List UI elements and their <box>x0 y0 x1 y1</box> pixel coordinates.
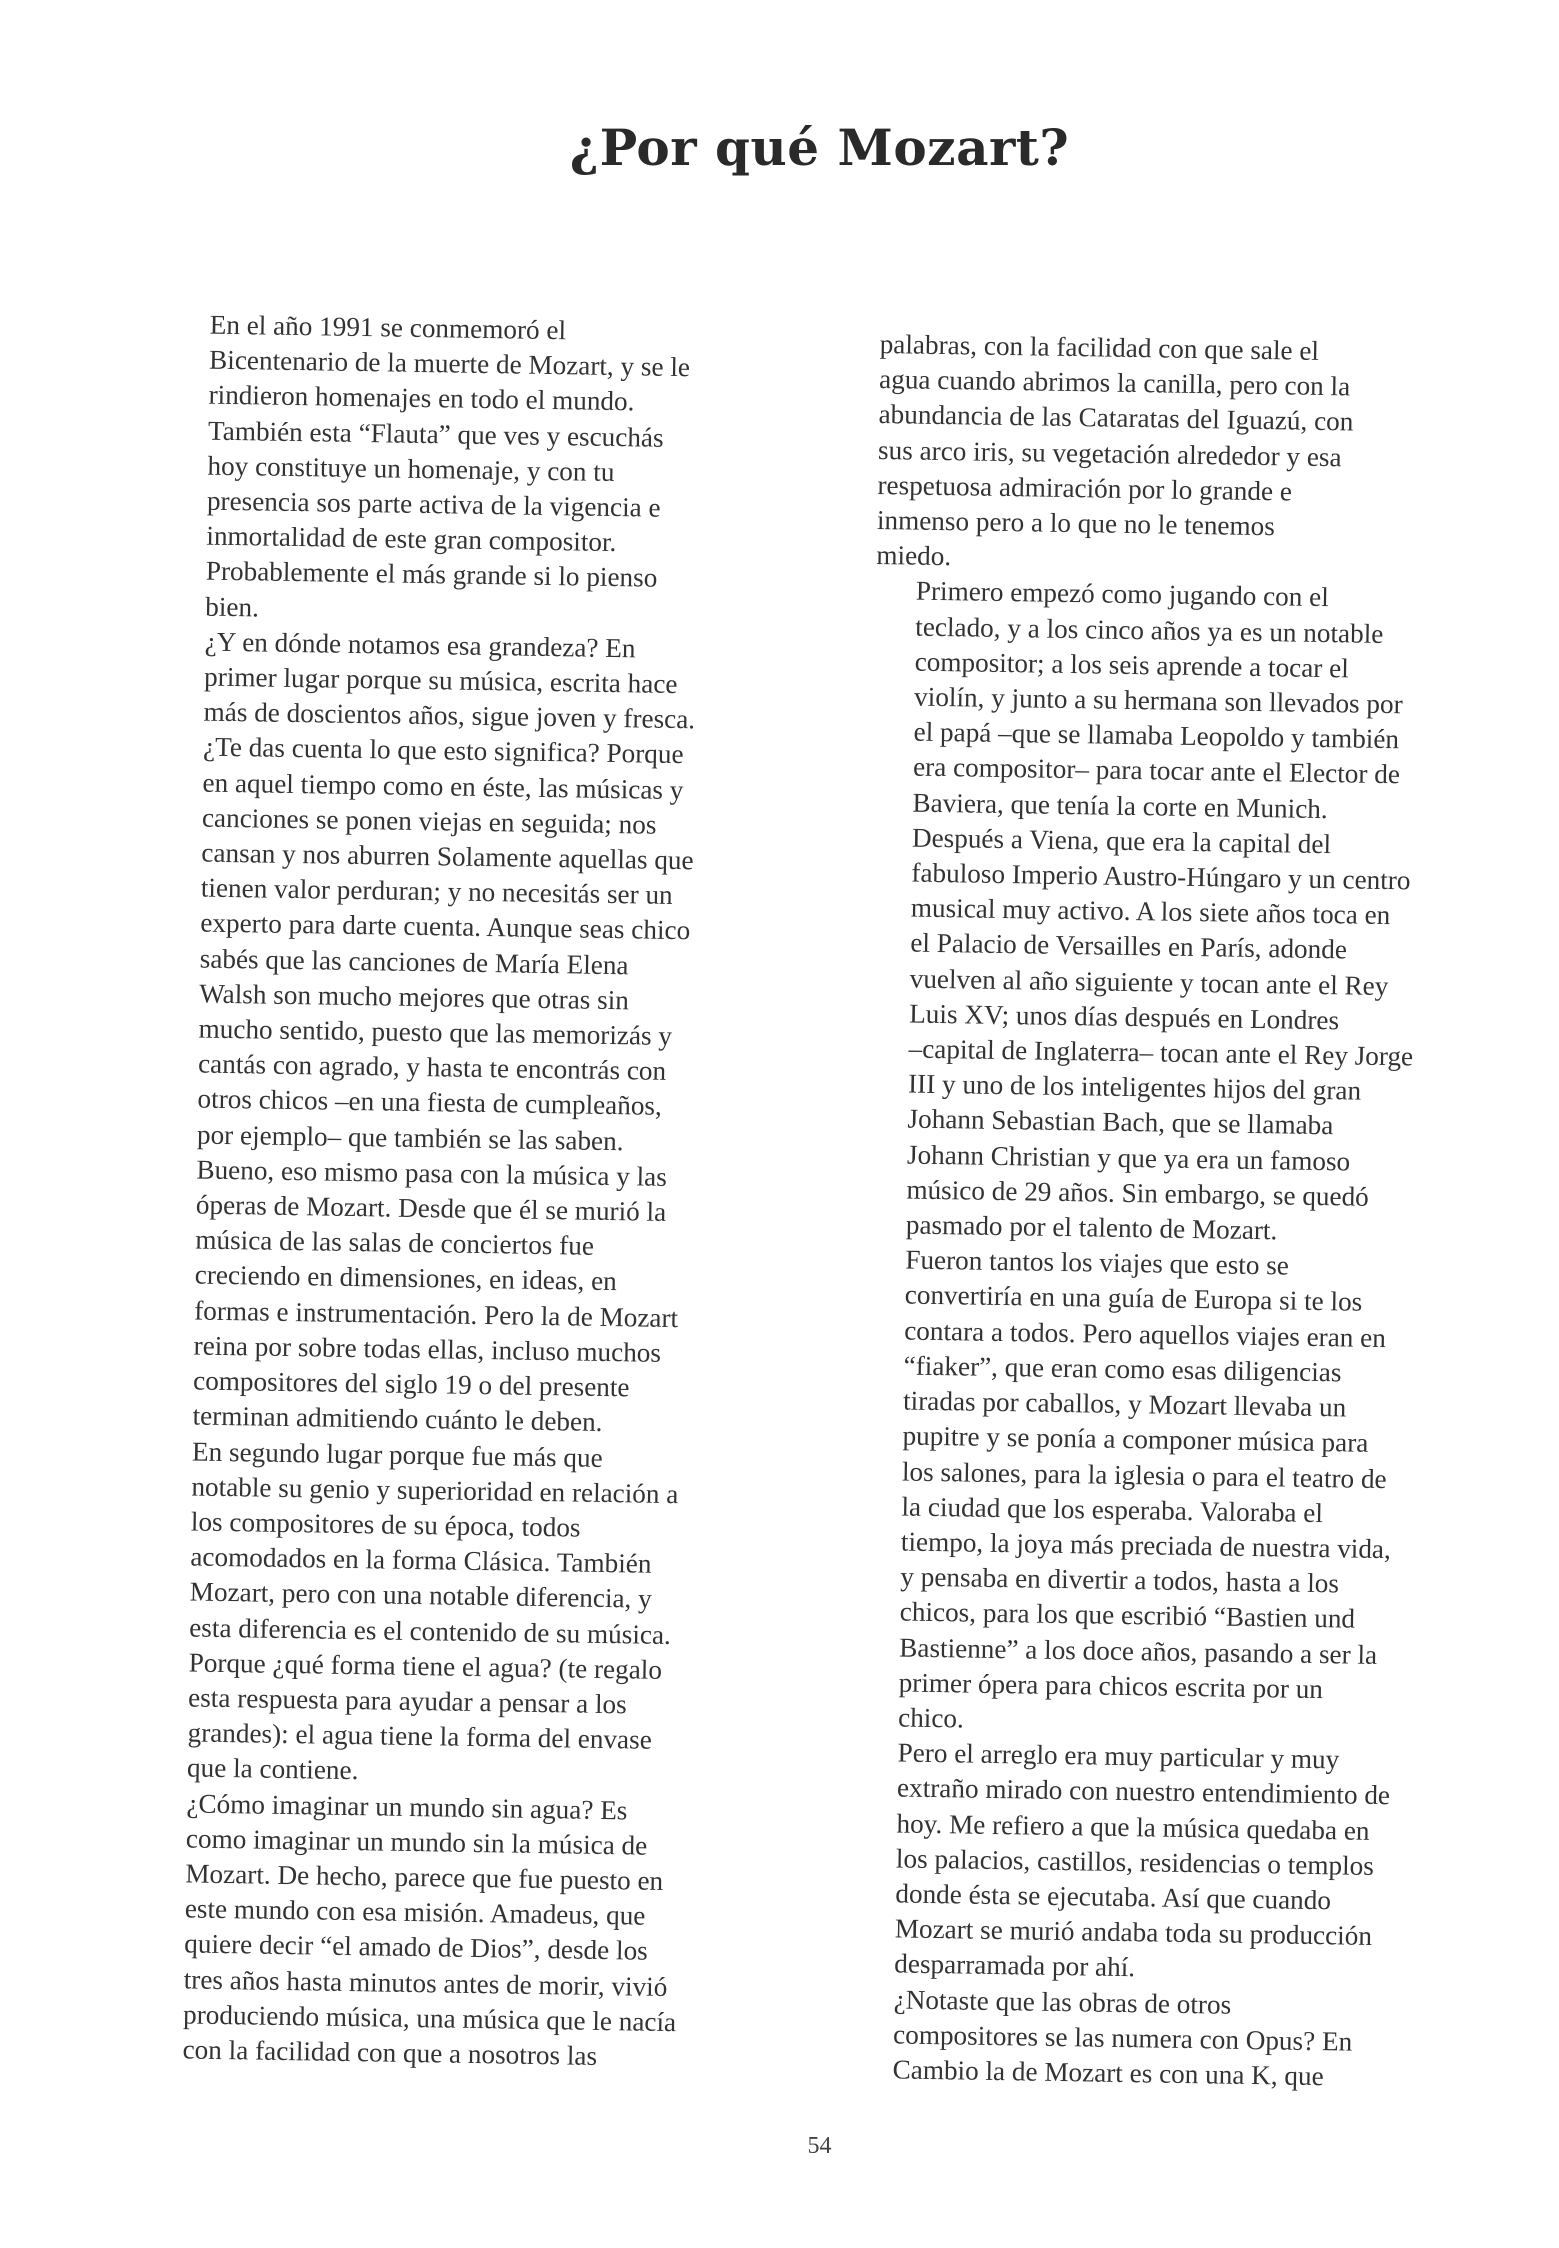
text-line: ¿Cómo imaginar un mundo sin agua? Es <box>186 1787 628 1825</box>
text-column-right <box>852 327 1540 2097</box>
text-line: hoy. Me refiero a que la música quedaba en <box>896 1807 1370 1846</box>
text-line: En segundo lugar porque fue más que <box>191 1435 603 1473</box>
text-line: el papá –que se llamaba Leopoldo y también <box>913 716 1400 755</box>
text-line: ¿Y en dónde notamos esa grandeza? En <box>204 626 636 664</box>
text-line: extraño mirado con nuestro entendimiento de <box>896 1772 1391 1811</box>
text-line: era compositor– para tocar ante el Elector de <box>912 752 1401 790</box>
text-line: Mozart se murió andaba toda su producción <box>894 1913 1373 1952</box>
text-line: violín, y junto a su hermana son llevados por <box>913 681 1403 720</box>
text-line: –capital de Inglaterra– tocan ante el Rey Jorge <box>908 1033 1414 1072</box>
text-line: tienen valor perduran; y no necesitás ser un <box>200 872 673 911</box>
text-line: agua cuando abrimos la canilla, pero con la <box>878 364 1351 402</box>
text-line: acomodados en la forma Clásica. También <box>190 1541 652 1579</box>
text-line: tiradas por caballos, y Mozart llevaba un <box>902 1385 1347 1423</box>
text-line: chicos, para los que escribió “Bastien und <box>899 1596 1356 1634</box>
text-line: cantás con agrado, y hasta te encontrás con <box>197 1048 667 1087</box>
text-line: compositores del siglo 19 o del presente <box>192 1365 630 1403</box>
text-line: desparramada por ahí. <box>894 1948 1136 1983</box>
paragraph <box>142 1785 806 2077</box>
text-line: inmenso pero a lo que no le tenemos <box>876 504 1276 542</box>
text-line: Fueron tantos los viajes que esto se <box>905 1244 1290 1281</box>
text-line: Johann Sebastian Bach, que se llamaba <box>907 1104 1334 1141</box>
text-line: Pero el arreglo era muy particular y muy <box>897 1737 1340 1775</box>
page-number: 54 <box>807 2133 832 2159</box>
text-line: la ciudad que los esperaba. Valoraba el <box>901 1491 1324 1528</box>
text-line: este mundo con esa misión. Amadeus, que <box>184 1893 646 1931</box>
text-line: Cambio la de Mozart es con una K, que <box>892 2054 1324 2092</box>
text-line: produciendo música, una música que le nacía <box>182 1999 677 2037</box>
text-line: esta respuesta para ayudar a pensar a los <box>187 1682 627 1720</box>
text-line: músico de 29 años. Sin embargo, se quedó <box>906 1174 1370 1212</box>
text-line: los salones, para la iglesia o para el teatro de <box>901 1455 1387 1494</box>
text-line: Primero empezó como jugando con el <box>915 576 1330 613</box>
paragraph <box>854 1735 1518 1992</box>
text-line: pasmado por el talento de Mozart. <box>905 1209 1278 1246</box>
text-line: en aquel tiempo como en éste, las músicas y <box>202 767 684 805</box>
text-line: terminan admitiendo cuánto le deben. <box>192 1400 603 1438</box>
text-line: Walsh son mucho mejores que otras sin <box>198 978 630 1016</box>
text-line: los palacios, castillos, residencias o templos <box>895 1843 1375 1881</box>
text-line: bien. <box>205 591 260 623</box>
text-line: con la facilidad con que a nosotros las <box>182 2034 598 2071</box>
text-line: tres años hasta minutos antes de morir, vivió <box>183 1963 668 2002</box>
text-line: por ejemplo– que también se las saben. <box>196 1119 624 1156</box>
text-line: primer lugar porque su música, escrita hace <box>203 661 678 700</box>
text-line: Bicentenario de la muerte de Mozart, y se le <box>208 344 691 383</box>
text-line: hoy constituye un homenaje, y con tu <box>207 450 615 487</box>
text-line: pupitre y se ponía a componer música para <box>902 1420 1369 1459</box>
paragraph <box>858 1242 1526 1745</box>
text-line: Bastienne” a los doce años, pasando a ser la <box>899 1631 1378 1670</box>
text-line: óperas de Mozart. Desde que él se murió la <box>195 1189 667 1227</box>
text-line: formas e instrumentación. Pero la de Mozart <box>194 1295 679 1333</box>
text-line: otros chicos –en una fiesta de cumpleaños, <box>197 1084 663 1122</box>
text-line: Porque ¿qué forma tiene el agua? (te regalo <box>188 1647 663 1685</box>
text-line: rindieron homenajes en todo el mundo. <box>208 380 635 417</box>
text-column-left <box>142 307 830 2077</box>
text-line: experto para darte cuenta. Aunque seas chico <box>200 908 691 946</box>
text-line: También esta “Flauta” que ves y escuchás <box>207 415 664 453</box>
paragraph <box>866 573 1536 1252</box>
paragraph <box>165 307 830 634</box>
page-title: ¿Por qué Mozart? <box>569 118 1070 177</box>
text-line: compositores se las numera con Opus? En <box>892 2019 1353 2057</box>
text-line: fabuloso Imperio Austro-Húngaro y un centro <box>911 857 1411 896</box>
text-line: notable su genio y superioridad en relación a <box>191 1471 679 1509</box>
text-line: canciones se ponen viejas en seguida; nos <box>201 802 657 840</box>
text-line: teclado, y a los cinco años ya es un notable <box>915 611 1384 649</box>
text-line: sus arco iris, su vegetación alrededor y esa <box>877 434 1342 472</box>
text-line: primer ópera para chicos escrita por un <box>898 1667 1324 1704</box>
text-line: “fiaker”, que eran como esas diligencias <box>903 1350 1342 1388</box>
text-line: Probablemente el más grande si lo pienso <box>205 556 658 594</box>
paragraph <box>147 1433 812 1795</box>
text-line: más de doscientos años, sigue joven y fresca. <box>203 696 696 735</box>
paragraph <box>876 327 1540 584</box>
text-line: respetuosa admiración por lo grande e <box>877 469 1293 507</box>
text-line: presencia sos parte activa de la vigencia e <box>206 485 661 523</box>
text-line: Mozart, pero con una notable diferencia, y <box>189 1576 653 1615</box>
text-line: En el año 1991 se conmemoró el <box>209 309 567 346</box>
text-line: contara a todos. Pero aquellos viajes eran en <box>904 1315 1387 1353</box>
text-line: abundancia de las Cataratas del Iguazú, con <box>878 399 1354 437</box>
text-line: y pensaba en divertir a todos, hasta a los <box>900 1561 1340 1599</box>
text-line: esta diferencia es el contenido de su música. <box>189 1611 672 1650</box>
text-line: compositor; a los seis aprende a tocar el <box>914 646 1350 684</box>
text-line: grandes): el agua tiene la forma del envase <box>187 1717 653 1755</box>
text-line: música de las salas de conciertos fue <box>195 1224 595 1262</box>
text-line: cansan y nos aburren Solamente aquellas que <box>201 837 694 876</box>
text-line: convertiría en una guía de Europa si te los <box>904 1279 1363 1318</box>
text-line: donde ésta se ejecutaba. Así que cuando <box>895 1878 1332 1916</box>
text-line: miedo. <box>876 540 952 572</box>
text-line: vuelven al año siguiente y tocan ante el Rey <box>909 963 1389 1001</box>
text-line: sabés que las canciones de María Elena <box>199 943 629 980</box>
text-line: como imaginar un mundo sin la música de <box>185 1823 648 1861</box>
text-line: musical muy activo. A los siete años toca en <box>910 892 1391 931</box>
text-line: Johann Christian y que ya era un famoso <box>906 1139 1351 1177</box>
text-line: los compositores de su época, todos <box>190 1506 581 1543</box>
text-line: Mozart. De hecho, parece que fue puesto en <box>185 1858 664 1896</box>
text-line: que la contiene. <box>186 1752 359 1786</box>
text-line: inmortalidad de este gran compositor. <box>206 520 617 558</box>
text-line: ¿Te das cuenta lo que esto significa? Porque <box>202 732 684 770</box>
text-line: ¿Notaste que las obras de otros <box>893 1983 1232 2020</box>
text-line: reina por sobre todas ellas, incluso muchos <box>193 1330 662 1368</box>
text-line: Luis XV; unos días después en Londres <box>908 998 1340 1036</box>
text-line: tiempo, la joya más preciada de nuestra vida, <box>900 1526 1392 1565</box>
text-line: creciendo en dimensiones, en ideas, en <box>194 1259 617 1297</box>
text-line: Bueno, eso mismo pasa con la música y las <box>196 1154 668 1192</box>
paragraph <box>852 1981 1514 2097</box>
text-line: quiere decir “el amado de Dios”, desde los <box>184 1928 648 1967</box>
text-line: Baviera, que tenía la corte en Munich. <box>912 787 1328 824</box>
text-line: Después a Viena, que era la capital del <box>911 822 1332 859</box>
text-line: chico. <box>897 1702 965 1734</box>
text-line: III y uno de los inteligentes hijos del gran <box>907 1068 1362 1106</box>
text-line: mucho sentido, puesto que las memorizás y <box>198 1013 673 1052</box>
text-line: palabras, con la facilidad con que sale el <box>879 328 1320 366</box>
text-line: el Palacio de Versailles en París, adonde <box>910 928 1348 965</box>
paragraph <box>152 624 825 1444</box>
